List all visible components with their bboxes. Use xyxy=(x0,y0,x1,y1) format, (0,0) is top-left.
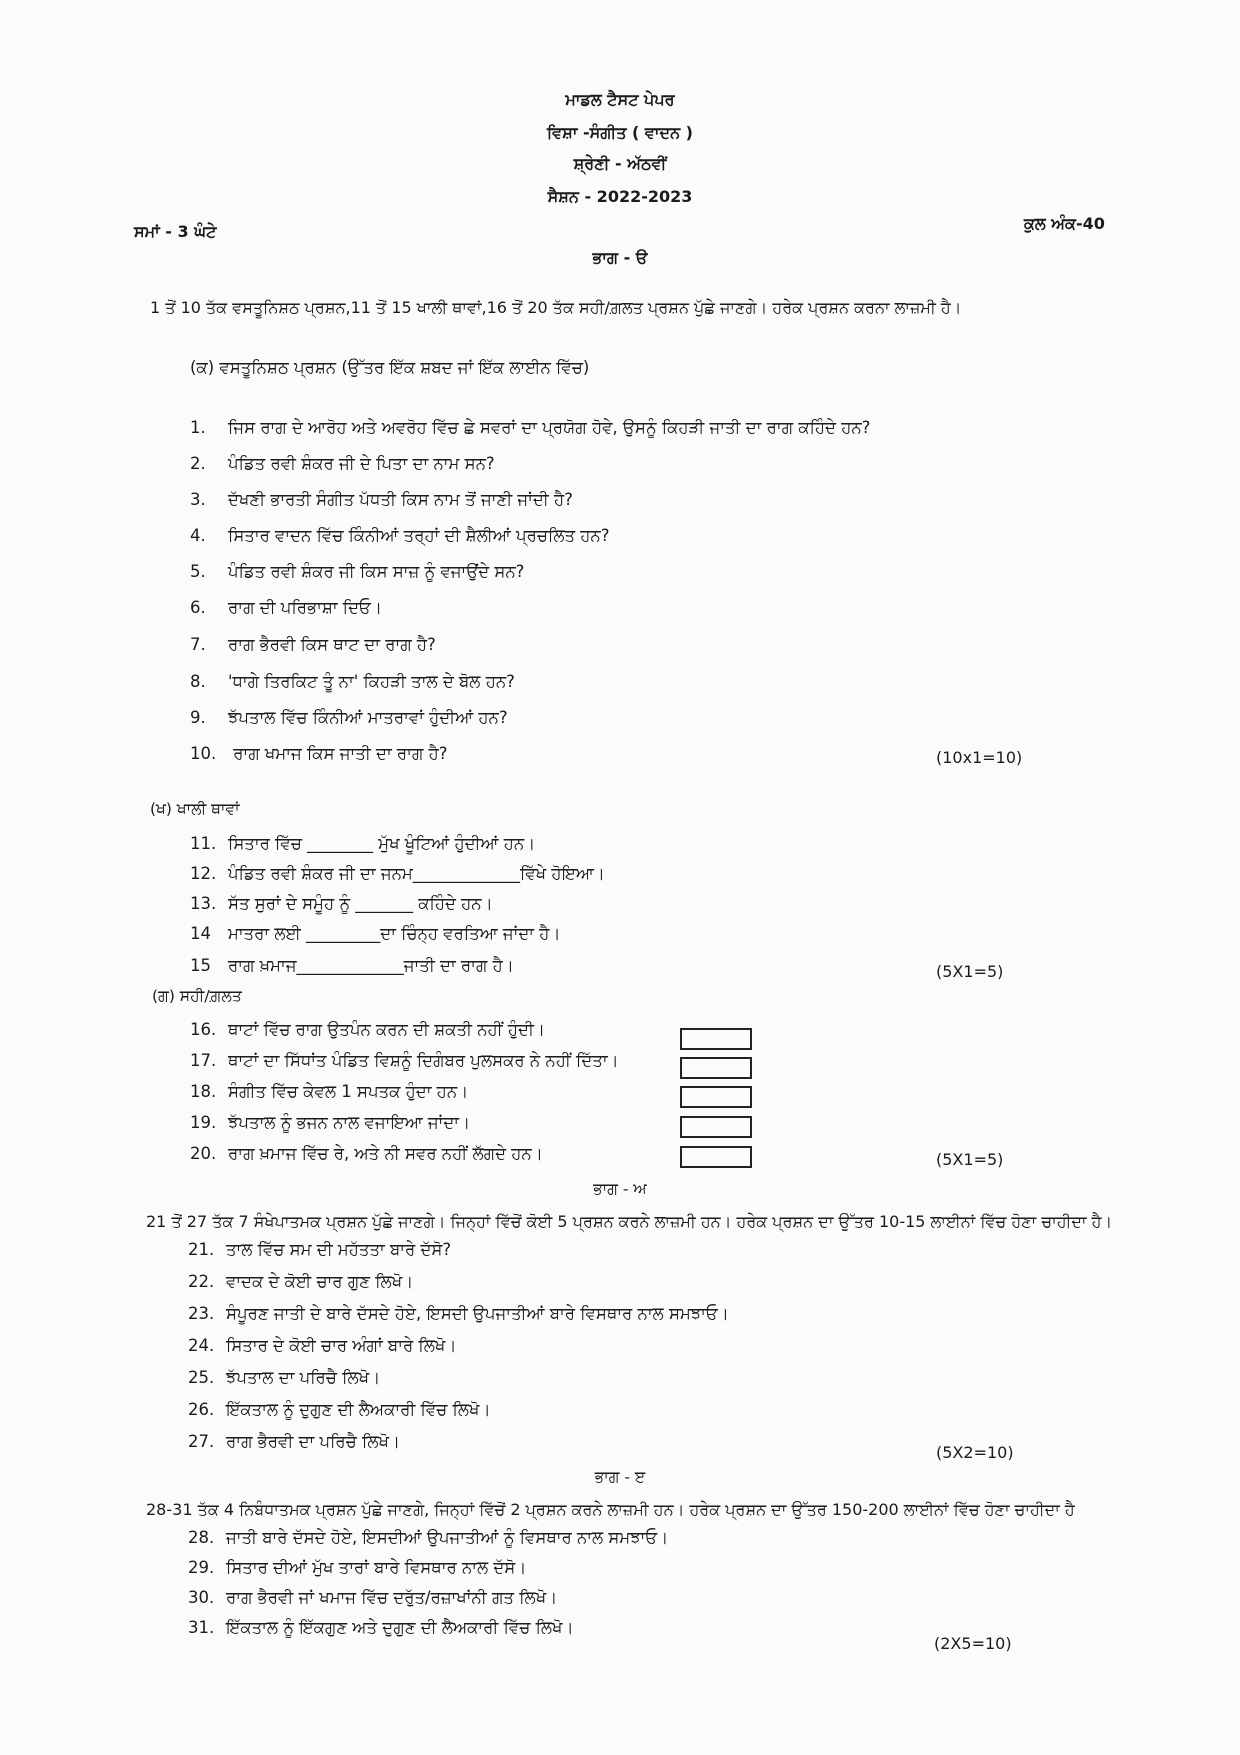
question-number: 17. xyxy=(190,1051,217,1070)
question-number: 7. xyxy=(190,635,206,654)
question-item xyxy=(190,956,514,976)
question-text: ਰਾਗ ਦੀ ਪਰਿਭਾਸ਼ਾ ਦਿਓ। xyxy=(228,598,382,617)
question-text: ਥਾਟਾਂ ਵਿੱਚ ਰਾਗ ਉਤਪੰਨ ਕਰਨ ਦੀ ਸ਼ਕਤੀ ਨਹੀਂ ਹੁੰਦੀ। xyxy=(228,1020,546,1039)
paper-class: ਸ਼੍ਰੇਣੀ - ਅੱਠਵੀਂ xyxy=(573,154,667,173)
question-item xyxy=(190,526,609,546)
question-item xyxy=(188,1432,400,1452)
question-text: ਮਾਤਰਾ ਲਈ _________ਦਾ ਚਿੰਨ੍ਹ ਵਰਤਿਆ ਜਾਂਦਾ ਹੈ। xyxy=(228,924,561,943)
part-b-marks: (5X2=10) xyxy=(936,1443,1014,1462)
question-item xyxy=(188,1272,413,1292)
question-item xyxy=(188,1528,668,1548)
question-number: 5. xyxy=(190,562,206,581)
question-item xyxy=(188,1368,380,1388)
part-c-marks: (2X5=10) xyxy=(934,1634,1012,1653)
question-item xyxy=(190,1113,470,1133)
question-text: ਰਾਗ ਖ਼ਮਾਜ_____________ਜਾਤੀ ਦਾ ਰਾਗ ਹੈ। xyxy=(228,956,514,975)
question-item xyxy=(190,834,535,854)
question-item xyxy=(190,672,515,692)
question-number: 26. xyxy=(188,1400,215,1419)
question-text: ਸੱਤ ਸੁਰਾਂ ਦੇ ਸਮੂੰਹ ਨੂੰ _______ ਕਹਿੰਦੇ ਹਨ। xyxy=(228,894,493,913)
blanks-heading: (ਖ) ਖਾਲੀ ਥਾਵਾਂ xyxy=(150,800,240,818)
question-number: 10. xyxy=(190,744,217,763)
question-item xyxy=(190,744,448,764)
question-number: 15 xyxy=(190,956,211,975)
question-number: 31. xyxy=(188,1618,215,1637)
question-item xyxy=(188,1558,526,1578)
question-item xyxy=(188,1400,491,1420)
question-text: ਰਾਗ ਭੈਰਵੀ ਕਿਸ ਥਾਟ ਦਾ ਰਾਗ ਹੈ? xyxy=(228,635,436,654)
question-item xyxy=(190,1144,543,1164)
answer-box[interactable] xyxy=(680,1146,752,1168)
blanks-marks: (5X1=5) xyxy=(936,962,1004,981)
answer-box[interactable] xyxy=(680,1028,752,1050)
question-text: ਇੱਕਤਾਲ ਨੂੰ ਦੁਗੁਣ ਦੀ ਲੈਅਕਾਰੀ ਵਿੱਚ ਲਿਖੋ। xyxy=(226,1400,491,1419)
question-text: ਸਿਤਾਰ ਦੀਆਂ ਮੁੱਖ ਤਾਰਾਂ ਬਾਰੇ ਵਿਸਥਾਰ ਨਾਲ ਦੱਸੋ। xyxy=(226,1558,527,1577)
question-number: 28. xyxy=(188,1528,215,1547)
truefalse-heading: (ਗ) ਸਹੀ/ਗ਼ਲਤ xyxy=(152,987,242,1005)
question-item xyxy=(190,708,508,728)
question-item xyxy=(190,894,493,914)
question-text: ਰਾਗ ਖਮਾਜ ਕਿਸ ਜਾਤੀ ਦਾ ਰਾਗ ਹੈ? xyxy=(228,744,448,763)
part-a-title: ਭਾਗ - ੳ xyxy=(592,248,648,267)
question-number: 23. xyxy=(188,1304,215,1323)
question-text: ਇੱਕਤਾਲ ਨੂੰ ਇੱਕਗੁਣ ਅਤੇ ਦੁਗੁਣ ਦੀ ਲੈਅਕਾਰੀ ਵਿੱਚ ਲਿਖੋ। xyxy=(226,1618,574,1637)
answer-box[interactable] xyxy=(680,1057,752,1079)
question-number: 3. xyxy=(190,490,206,509)
question-item xyxy=(190,562,524,582)
question-item xyxy=(188,1618,574,1638)
paper-title: ਮਾਡਲ ਟੈਸਟ ਪੇਪਰ xyxy=(565,90,675,109)
objective-heading: (ਕ) ਵਸਤੂਨਿਸ਼ਠ ਪ੍ਰਸ਼ਨ (ਉੱਤਰ ਇੱਕ ਸ਼ਬਦ ਜਾਂ ਇੱਕ ਲਾਈਨ ਵਿੱਚ) xyxy=(190,358,590,377)
question-number: 9. xyxy=(190,708,206,727)
question-number: 30. xyxy=(188,1588,215,1607)
question-number: 24. xyxy=(188,1336,215,1355)
part-c-instruction: 28-31 ਤੱਕ 4 ਨਿਬੰਧਾਤਮਕ ਪ੍ਰਸ਼ਨ ਪੁੱਛੇ ਜਾਣਗੇ, ਜਿਨ੍ਹਾਂ ਵਿੱਚੋਂ 2 ਪ੍ਰਸ਼ਨ ਕਰਨੇ ਲਾਜ਼ਮੀ ਹਨ। ਹਰੇਕ ਪ੍ਰਸ਼ਨ ਦਾ ਉੱਤਰ 150-200 ਲਾਈਨਾਂ ਵਿੱਚ ਹੋਣਾ ਚਾਹੀਦਾ ਹੈ xyxy=(146,1500,1075,1519)
question-text: ਵਾਦਕ ਦੇ ਕੋਈ ਚਾਰ ਗੁਣ ਲਿਖੋ। xyxy=(226,1272,414,1291)
question-number: 8. xyxy=(190,672,206,691)
question-item xyxy=(190,1082,468,1102)
question-item xyxy=(190,454,495,474)
question-text: ਥਾਟਾਂ ਦਾ ਸਿੱਧਾਂਤ ਪੰਡਿਤ ਵਿਸ਼ਨੂੰ ਦਿਗੰਬਰ ਪੁਲਸਕਰ ਨੇ ਨਹੀਂ ਦਿੱਤਾ। xyxy=(228,1051,619,1070)
question-item xyxy=(190,490,573,510)
question-text: ਪੰਡਿਤ ਰਵੀ ਸ਼ੰਕਰ ਜੀ ਦਾ ਜਨਮ_____________ਵਿੱਖੇ ਹੋਇਆ। xyxy=(228,864,605,883)
question-number: 25. xyxy=(188,1368,215,1387)
question-number: 12. xyxy=(190,864,217,883)
part-b-instruction: 21 ਤੋਂ 27 ਤੱਕ 7 ਸੰਖੇਪਾਤਮਕ ਪ੍ਰਸ਼ਨ ਪੁੱਛੇ ਜਾਣਗੇ। ਜਿਨ੍ਹਾਂ ਵਿੱਚੋਂ ਕੋਈ 5 ਪ੍ਰਸ਼ਨ ਕਰਨੇ ਲਾਜ਼ਮੀ ਹਨ। ਹਰੇਕ ਪ੍ਰਸ਼ਨ ਦਾ ਉੱਤਰ 10-15 ਲਾਈਨਾਂ ਵਿੱਚ ਹੋਣਾ ਚਾਹੀਦਾ ਹੈ। xyxy=(146,1212,1113,1231)
question-item xyxy=(190,635,436,655)
question-text: ਪੰਡਿਤ ਰਵੀ ਸ਼ੰਕਰ ਜੀ ਦੇ ਪਿਤਾ ਦਾ ਨਾਮ ਸਨ? xyxy=(228,454,495,473)
question-text: ਸਿਤਾਰ ਵਾਦਨ ਵਿੱਚ ਕਿੰਨੀਆਂ ਤਰ੍ਹਾਂ ਦੀ ਸ਼ੈਲੀਆਂ ਪ੍ਰਚਲਿਤ ਹਨ? xyxy=(228,526,610,545)
truefalse-marks: (5X1=5) xyxy=(936,1150,1004,1169)
question-number: 27. xyxy=(188,1432,215,1451)
question-item xyxy=(188,1336,456,1356)
question-number: 4. xyxy=(190,526,206,545)
paper-total-marks: ਕੁਲ ਅੰਕ-40 xyxy=(1024,214,1105,233)
question-number: 18. xyxy=(190,1082,217,1101)
answer-box[interactable] xyxy=(680,1086,752,1108)
question-number: 6. xyxy=(190,598,206,617)
question-number: 20. xyxy=(190,1144,217,1163)
question-item xyxy=(190,598,382,618)
question-item xyxy=(190,418,870,438)
question-number: 19. xyxy=(190,1113,217,1132)
question-number: 14 xyxy=(190,924,211,943)
paper-time: ਸਮਾਂ - 3 ਘੰਟੇ xyxy=(134,222,217,241)
question-text: 'ਧਾਗੇ ਤਿਰਕਿਟ ਤੂੰ ਨਾ' ਕਿਹੜੀ ਤਾਲ ਦੇ ਬੋਲ ਹਨ? xyxy=(228,672,515,691)
question-number: 2. xyxy=(190,454,206,473)
question-number: 29. xyxy=(188,1558,215,1577)
question-item xyxy=(188,1304,729,1324)
question-item xyxy=(188,1240,451,1260)
question-number: 21. xyxy=(188,1240,215,1259)
question-text: ਰਾਗ ਖ਼ਮਾਜ ਵਿੱਚ ਰੇ, ਅਤੇ ਨੀ ਸਵਰ ਨਹੀਂ ਲੱਗਦੇ ਹਨ। xyxy=(228,1144,543,1163)
part-a-instruction: 1 ਤੋਂ 10 ਤੱਕ ਵਸਤੂਨਿਸ਼ਠ ਪ੍ਰਸ਼ਨ,11 ਤੋਂ 15 ਖਾਲੀ ਥਾਵਾਂ,16 ਤੋਂ 20 ਤੱਕ ਸਹੀ/ਗ਼ਲਤ ਪ੍ਰਸ਼ਨ ਪੁੱਛੇ ਜਾਣਗੇ। ਹਰੇਕ ਪ੍ਰਸ਼ਨ ਕਰਨਾ ਲਾਜ਼ਮੀ ਹੈ। xyxy=(150,298,962,317)
paper-session: ਸੈਸ਼ਨ - 2022-2023 xyxy=(547,187,693,206)
question-text: ਜਿਸ ਰਾਗ ਦੇ ਆਰੋਹ ਅਤੇ ਅਵਰੋਹ ਵਿੱਚ ਛੇ ਸਵਰਾਂ ਦਾ ਪ੍ਰਯੋਗ ਹੋਵੇ, ਉਸਨੂੰ ਕਿਹੜੀ ਜਾਤੀ ਦਾ ਰਾਗ ਕਹਿੰਦੇ ਹਨ? xyxy=(228,418,871,437)
paper-subject: ਵਿਸ਼ਾ -ਸੰਗੀਤ ( ਵਾਦਨ ) xyxy=(547,123,693,142)
question-item xyxy=(188,1588,557,1608)
question-text: ਝੱਪਤਾਲ ਨੂੰ ਭਜਨ ਨਾਲ ਵਜਾਇਆ ਜਾਂਦਾ। xyxy=(228,1113,471,1132)
question-number: 22. xyxy=(188,1272,215,1291)
objective-marks: (10x1=10) xyxy=(936,748,1023,767)
question-text: ਸੰਗੀਤ ਵਿੱਚ ਕੇਵਲ 1 ਸਪਤਕ ਹੁੰਦਾ ਹਨ। xyxy=(228,1082,469,1101)
question-text: ਝੱਪਤਾਲ ਵਿੱਚ ਕਿੰਨੀਆਂ ਮਾਤਰਾਵਾਂ ਹੁੰਦੀਆਂ ਹਨ? xyxy=(228,708,508,727)
question-item xyxy=(190,924,561,944)
question-item xyxy=(190,1020,545,1040)
part-c-title: ਭਾਗ - ੲ xyxy=(594,1468,646,1486)
question-text: ਪੰਡਿਤ ਰਵੀ ਸ਼ੰਕਰ ਜੀ ਕਿਸ ਸਾਜ਼ ਨੂੰ ਵਜਾਉਂਦੇ ਸਨ? xyxy=(228,562,525,581)
question-text: ਸਿਤਾਰ ਦੇ ਕੋਈ ਚਾਰ ਅੰਗਾਂ ਬਾਰੇ ਲਿਖੋ। xyxy=(226,1336,457,1355)
question-text: ਤਾਲ ਵਿੱਚ ਸਮ ਦੀ ਮਹੱਤਤਾ ਬਾਰੇ ਦੱਸੋ? xyxy=(226,1240,452,1259)
question-text: ਝੱਪਤਾਲ ਦਾ ਪਰਿਚੈ ਲਿਖੋ। xyxy=(226,1368,381,1387)
question-text: ਸੰਪੂਰਣ ਜਾਤੀ ਦੇ ਬਾਰੇ ਦੱਸਦੇ ਹੋਏ, ਇਸਦੀ ਉਪਜਾਤੀਆਂ ਬਾਰੇ ਵਿਸਥਾਰ ਨਾਲ ਸਮਝਾਓ। xyxy=(226,1304,729,1323)
answer-box[interactable] xyxy=(680,1116,752,1138)
question-number: 1. xyxy=(190,418,206,437)
question-text: ਸਿਤਾਰ ਵਿੱਚ ________ ਮੁੱਖ ਖੂੰਟਿਆਂ ਹੁੰਦੀਆਂ ਹਨ। xyxy=(228,834,536,853)
question-item xyxy=(190,864,605,884)
question-text: ਦੱਖਣੀ ਭਾਰਤੀ ਸੰਗੀਤ ਪੱਧਤੀ ਕਿਸ ਨਾਮ ਤੋਂ ਜਾਣੀ ਜਾਂਦੀ ਹੈ? xyxy=(228,490,573,509)
question-text: ਰਾਗ ਭੈਰਵੀ ਦਾ ਪਰਿਚੈ ਲਿਖੋ। xyxy=(226,1432,401,1451)
question-number: 11. xyxy=(190,834,217,853)
question-text: ਜਾਤੀ ਬਾਰੇ ਦੱਸਦੇ ਹੋਏ, ਇਸਦੀਆਂ ਉਪਜਾਤੀਆਂ ਨੂੰ ਵਿਸਥਾਰ ਨਾਲ ਸਮਝਾਓ। xyxy=(226,1528,669,1547)
question-item xyxy=(190,1051,619,1071)
question-number: 16. xyxy=(190,1020,217,1039)
question-number: 13. xyxy=(190,894,217,913)
question-text: ਰਾਗ ਭੈਰਵੀ ਜਾਂ ਖਮਾਜ ਵਿੱਚ ਦਰੁੱਤ/ਰਜ਼ਾਖਾਂਨੀ ਗਤ ਲਿਖੋ। xyxy=(226,1588,558,1607)
part-b-title: ਭਾਗ - ਅ xyxy=(593,1180,647,1198)
